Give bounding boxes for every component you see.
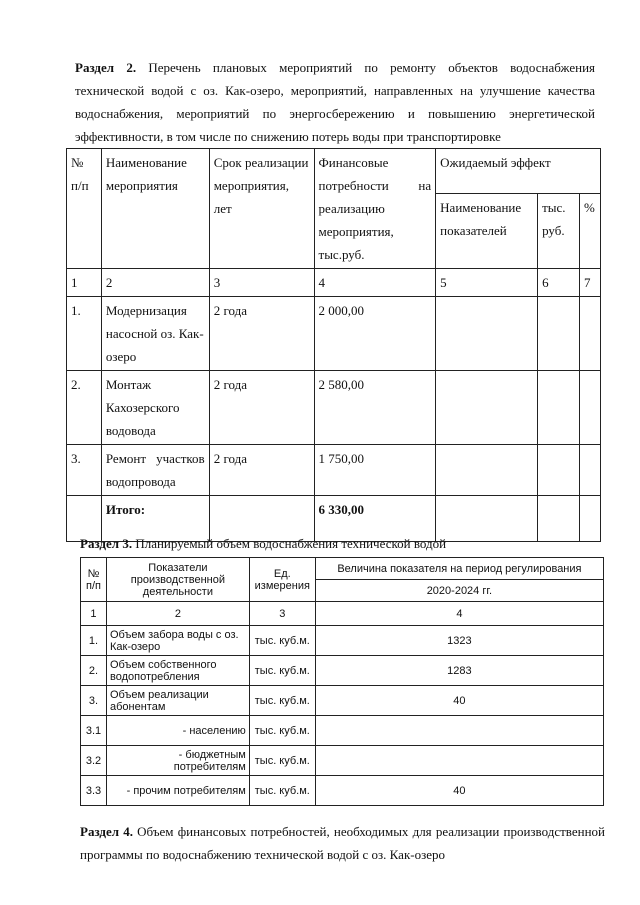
row-name: Объем реализации абонентам [106, 686, 249, 716]
row-value: 1323 [315, 626, 603, 656]
section4-heading [80, 820, 605, 866]
col-number: 4 [314, 269, 436, 297]
row-name: Объем забора воды с оз. Как-озеро [106, 626, 249, 656]
header-indicators: Показатели производственной деятельности [106, 558, 249, 602]
section3-table [80, 557, 604, 806]
table-row [81, 716, 604, 746]
row-percent [579, 297, 600, 371]
col-number: 7 [579, 269, 600, 297]
row-unit: тыс. куб.м. [249, 716, 315, 746]
table-row [81, 776, 604, 806]
row-value [315, 746, 603, 776]
row-percent [579, 445, 600, 496]
col-number: 1 [67, 269, 102, 297]
row-indicator [436, 371, 538, 445]
row-value: 40 [315, 686, 603, 716]
section4-title: Объем финансовых потребностей, необходимых для реализации производственной программы по водоснабжению технической водой с оз. Как-озеро [80, 824, 605, 862]
row-value [315, 716, 603, 746]
row-name: Ремонт участков водопровода [101, 445, 209, 496]
row-num: 3. [67, 445, 102, 496]
row-num: 3.1 [81, 716, 107, 746]
row-term: 2 года [209, 371, 314, 445]
table-row [81, 686, 604, 716]
row-value: 1283 [315, 656, 603, 686]
row-indicator [436, 297, 538, 371]
col-number: 2 [106, 602, 249, 626]
row-percent [579, 371, 600, 445]
table-header-row [67, 149, 601, 194]
section2-table [66, 148, 601, 542]
col-number: 3 [249, 602, 315, 626]
row-name: - населению [106, 716, 249, 746]
row-num: 3. [81, 686, 107, 716]
table-header-row [81, 558, 604, 580]
header-effect: Ожидаемый эффект [436, 149, 601, 194]
row-thousand-rub [538, 371, 580, 445]
section3-heading [80, 532, 600, 555]
section3-label: Раздел 3. [80, 536, 133, 551]
table-row [81, 656, 604, 686]
table-row [67, 445, 601, 496]
row-name: - прочим потребителям [106, 776, 249, 806]
row-unit: тыс. куб.м. [249, 626, 315, 656]
header-value: Величина показателя на период регулирования [315, 558, 603, 580]
col-number: 5 [436, 269, 538, 297]
row-term: 2 года [209, 297, 314, 371]
row-unit: тыс. куб.м. [249, 686, 315, 716]
section2-label: Раздел 2. [75, 60, 137, 75]
total-finance: 6 330,00 [314, 496, 436, 542]
header-period: 2020-2024 гг. [315, 580, 603, 602]
row-num: 2. [81, 656, 107, 686]
header-name: Наименование мероприятия [101, 149, 209, 269]
row-name: Объем собственного водопотребления [106, 656, 249, 686]
col-number: 3 [209, 269, 314, 297]
row-unit: тыс. куб.м. [249, 746, 315, 776]
header-term: Срок реализации мероприятия, лет [209, 149, 314, 269]
row-num: 1. [67, 297, 102, 371]
section2-title: Перечень плановых мероприятий по ремонту объектов водоснабжения технической водой с оз. Как-озеро, мероприятий, направленных на улучшение качества водоснабжения, мероприятий по энергосбережению и повышению энергетической эффективности, в том числе по снижению потерь воды при транспортировке [75, 60, 596, 144]
header-thousand-rub: тыс. руб. [538, 194, 580, 269]
row-unit: тыс. куб.м. [249, 656, 315, 686]
table-row [81, 626, 604, 656]
table-row [67, 371, 601, 445]
section2-heading [75, 56, 595, 148]
row-thousand-rub [538, 297, 580, 371]
row-finance: 1 750,00 [314, 445, 436, 496]
section4-label: Раздел 4. [80, 824, 133, 839]
column-number-row [67, 269, 601, 297]
section3-title: Планируемый объем водоснабжения технической водой [135, 536, 447, 551]
row-finance: 2 580,00 [314, 371, 436, 445]
row-name: Модернизация насосной оз. Как-озеро [101, 297, 209, 371]
col-number: 4 [315, 602, 603, 626]
row-num: 3.3 [81, 776, 107, 806]
row-name: - бюджетным потребителям [106, 746, 249, 776]
row-num: 3.2 [81, 746, 107, 776]
header-indicator: Наименование показателей [436, 194, 538, 269]
row-term: 2 года [209, 445, 314, 496]
row-num: 2. [67, 371, 102, 445]
header-num: № п/п [67, 149, 102, 269]
header-unit: Ед. измерения [249, 558, 315, 602]
header-finance: Финансовые потребности на реализацию мероприятия, тыс.руб. [314, 149, 436, 269]
row-num: 1. [81, 626, 107, 656]
row-finance: 2 000,00 [314, 297, 436, 371]
col-number: 2 [101, 269, 209, 297]
col-number: 6 [538, 269, 580, 297]
header-num: № п/п [81, 558, 107, 602]
column-number-row [81, 602, 604, 626]
row-name: Монтаж Кахозерского водовода [101, 371, 209, 445]
row-indicator [436, 445, 538, 496]
row-unit: тыс. куб.м. [249, 776, 315, 806]
header-percent: % [579, 194, 600, 269]
row-thousand-rub [538, 445, 580, 496]
total-label: Итого: [101, 496, 209, 542]
col-number: 1 [81, 602, 107, 626]
row-value: 40 [315, 776, 603, 806]
table-row [81, 746, 604, 776]
table-row [67, 297, 601, 371]
